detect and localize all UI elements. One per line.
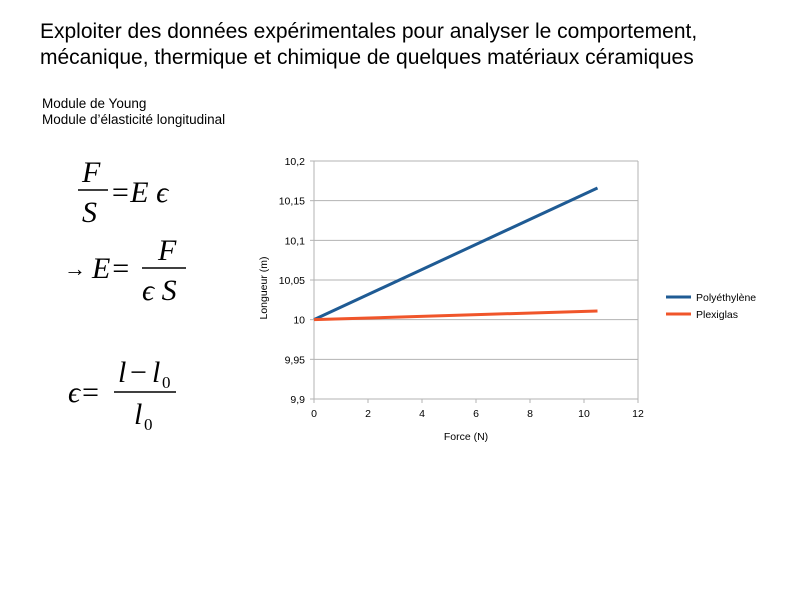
legend-label: Plexiglas <box>696 309 739 321</box>
x-tick-label: 4 <box>419 408 425 420</box>
eq3-lhs: ϵ= <box>68 376 101 409</box>
y-tick-label: 10,15 <box>278 195 305 208</box>
y-tick-label: 10,05 <box>278 275 305 287</box>
eq3-numerator-l0: l <box>152 356 161 389</box>
subtitle-line-1: Module de Young <box>42 96 147 111</box>
y-tick-label: 10,1 <box>284 235 305 248</box>
eq3-numerator-subscript: 0 <box>162 373 171 392</box>
y-tick-label: 9,9 <box>290 394 305 406</box>
title-line-1: Exploiter des données expérimentales pour analyser le comportement, <box>40 20 698 43</box>
eq2-denominator: ϵ S <box>142 274 177 307</box>
subtitle-line-2: Module d’élasticité longitudinal <box>42 112 226 127</box>
x-tick-label: 12 <box>632 408 644 420</box>
eq2-lhs: E= <box>92 252 131 285</box>
eq2-numerator: F <box>158 234 177 267</box>
y-tick-label: 10,2 <box>284 156 305 168</box>
series-line <box>314 188 598 320</box>
eq3-denominator-subscript: 0 <box>144 415 153 434</box>
x-tick-label: 10 <box>578 408 590 420</box>
title-line-2: mécanique, thermique et chimique de quelques matériaux céramiques <box>40 46 694 69</box>
eq2-arrow-icon: → <box>64 256 86 281</box>
x-tick-label: 8 <box>527 408 533 420</box>
eq1-numerator: F <box>82 156 101 189</box>
y-tick-label: 10 <box>293 314 305 327</box>
x-tick-label: 2 <box>365 408 371 420</box>
series-line <box>314 311 598 320</box>
eq1-denominator: S <box>82 196 97 229</box>
eq3-numerator-l: l <box>118 356 127 389</box>
x-axis-title: Force (N) <box>443 431 489 443</box>
eq3-numerator-minus: − <box>130 356 147 389</box>
eq1-rhs: =E ϵ <box>110 176 169 209</box>
legend-label: Polyéthylène <box>696 292 757 304</box>
x-tick-label: 0 <box>311 408 317 420</box>
eq3-denominator-l: l <box>134 398 143 431</box>
y-tick-label: 9,95 <box>284 354 305 367</box>
x-tick-label: 6 <box>473 408 479 420</box>
y-axis-title: Longueur (m) <box>258 256 270 320</box>
